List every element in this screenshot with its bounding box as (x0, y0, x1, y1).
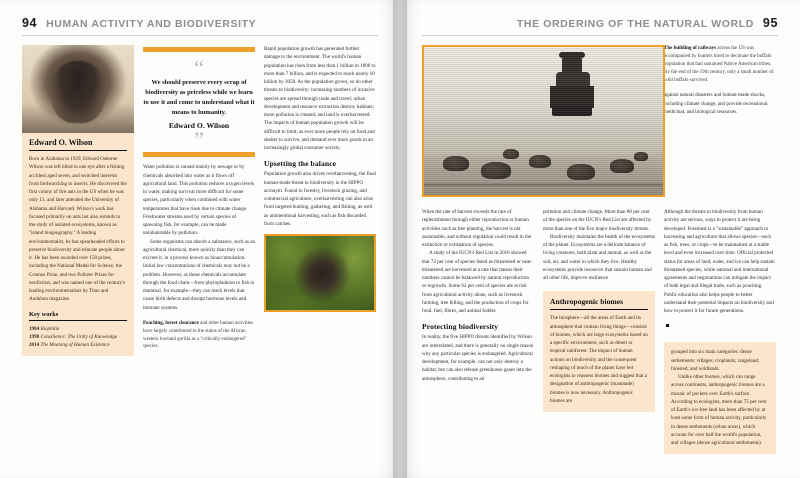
pull-quote (143, 45, 255, 157)
right-top-band (422, 45, 778, 202)
key-work-year: 2014 (29, 341, 40, 348)
subhead-protecting-biodiversity: Protecting biodiversity (422, 322, 499, 332)
right-col3-para-2-a: Although the threats to biodiversity from human activity are serious, ways to protect it are being developed. Foremost is a "sustainable" approach to harvesting and agriculture that allows species—such as fish, trees, or crops—to be maintained at a stable level and even increased over time. Official protected status for areas of land, water, and ice can help sustain threatened species, while national and international agreements and negotiations can mitigate the impact of both legal and illegal trade, such as poaching. Public education also helps people to better understand their potential impacts on biodiversity and how to protect it for future generations. (664, 209, 775, 314)
train-buffalo-photo (422, 45, 665, 197)
biography-text: Born in Alabama in 1929, Edward Osborne Wilson was left blind in one eye after a fishing accident aged seven, and switched interests from birdwatching to insects. He discovered the first colony of fire ants in the US when he was only 13, and later attended the University of Alabama and Harvard. Wilson's work has focused primarily on ants but also extends to the study of isolated ecosystems, known as "island biogeography." A leading environmentalist, he has spearheaded efforts to preserve biodiversity and educate people about it. He has been awarded over 150 prizes, including the National Medal for Science, the Cosmos Prize, and two Pulitzer Prizes for nonfiction, and was named one of the century's leading environmentalists by Time and Audubon magazine. (29, 156, 127, 303)
photo-halftone-grain (424, 47, 663, 195)
left-column-1 (22, 45, 134, 356)
right-column-1 (422, 208, 534, 454)
anthropogenic-biomes-sidebar-continued (664, 342, 776, 454)
biography-panel (22, 45, 134, 356)
right-col1-para-2: A study of the IUCN's Red List in 2016 showed that 72 per cent of species listed as threatened or near-threatened are harvested at a rate that means their numbers cannot be balanced by natural reproduction or regrowth. Some 62 per cent of species are at risk from agricultural activity alone, such as livestock farming, tree felling, and the production of crops for food, fuel, fibres, and animal fodder. (422, 250, 533, 314)
right-running-head (422, 16, 778, 36)
train-caption-rest: across the US was accompanied by hunters hired to decimate the buffalo population that had sustained Native American tribes. By the end of the 19th century, only a small number of wild buffalo survived. (664, 46, 774, 83)
left-col3-para-1: Rapid population growth has generated further damage to the environment. The world's human population has risen from less than 1 billion in 1800 to more than 7 billion, and is expected to reach nearly 10 billion by 2050. As the population grows, so do other threats to biodiversity: increasing numbers of invasive species are spread through trade and travel; urban development and resource extraction destroy habitats; more pollution is created; and land is overharvested. The impacts of human population growth will be difficult to limit, as ever more people rely on food and shelter to survive, and demand ever more goods in an increasingly global consumer society. (264, 46, 376, 151)
right-col1-para-3: In reality, the five HIPPO threats identified by Wilson are interrelated, and there is generally no single reason why any particular species is endangered. Agricultural development, for example, can not only destroy a habitat, but can also release greenhouse gases into the atmosphere, contributing to air (422, 334, 534, 382)
anthropogenic-biomes-sidebar (543, 291, 655, 412)
wilson-portrait-photo (22, 45, 134, 133)
train-photo-wrap (422, 45, 655, 202)
key-work-title: The Meaning of Human Existence (40, 341, 110, 348)
left-columns (22, 45, 378, 356)
left-col2-para-2: Some organisms can absorb a substance, such as an agricultural chemical, more quickly than they can excrete it, in a process known as bioaccumulation. Initial low concentrations of chemicals may not be a problem. However, as those chemicals accumulate through the food chain—from phytoplankton to fish to mammal, for example—they can reach levels that cause birth defects and disrupt hormone levels and immune systems. (143, 238, 256, 311)
right-col1-para-1: When the rate of harvest exceeds the rate of replenishment through either reproduction or human activities such as tree planting, the harvest is not sustainable, and without regulation could result in the extinction or extirpation of species. (422, 209, 532, 248)
left-folio: 94 (22, 16, 38, 30)
right-columns (422, 208, 778, 454)
anthropogenic-title: Anthropogenic biomes (550, 297, 648, 310)
quote-close-icon: ” (194, 126, 204, 152)
list-item (29, 341, 127, 349)
left-running-head (22, 16, 378, 36)
right-caption-column (664, 45, 776, 202)
list-item (29, 325, 127, 333)
right-folio: 95 (762, 16, 778, 30)
key-work-title: Consilience: The Unity of Knowledge (40, 333, 118, 340)
right-column-2 (543, 208, 655, 454)
anthropogenic-para-2: grouped into six main categories: dense settlements; villages; croplands; rangeland; forested; and wildlands. (671, 349, 760, 372)
right-page (400, 0, 800, 478)
right-col2-para-1: pollution and climate change. More than 80 per cent of the species on the IUCN's Red List are affected by more than one of the five major biodiversity threats. (543, 209, 652, 232)
left-col3-para-2: Population growth also drives overharvesting, the final human-made threat to biodiversity in the HIPPO acronym. Found in forestry, livestock grazing, and commercial agriculture, overharvesting can also arise from targeted hunting, gathering, and fishing, as well as unintentional harvesting, such as fish discarded from catches. (264, 171, 376, 227)
left-column-2 (143, 45, 255, 356)
key-works-list (29, 325, 127, 349)
left-running-title: HUMAN ACTIVITY AND BIODIVERSITY (46, 18, 257, 30)
right-col2-para-2: Biodiversity maintains the health of the ecosystems of the planet. Ecosystems are a delicate balance of living creatures, both plant and animal, as well as the soil, air, and water in which they live. Healthy ecosystems provide resources that sustain human and all other life, improve resilience (543, 233, 655, 281)
anthropogenic-para-1: The biosphere—all the areas of Earth and its atmosphere that contain living things—consists of biomes, which are large ecosystems based on a specific environment, such as desert or tropical rainforest. The impact of human actions on biodiversity and the consequent reshaping of much of the planet have led ecologists to reassess biomes and suggest that a designation of anthropogenic (manmade) biomes is now necessary. Anthropogenic biomes are (550, 315, 648, 404)
right-column-3 (664, 208, 776, 454)
biography-name: Edward O. Wilson (29, 138, 127, 151)
train-caption-lead: The building of railways (664, 46, 717, 51)
left-column-3 (264, 45, 376, 356)
right-col3-para-1: against natural disasters and human-made shocks, including climate change, and provide recreational, medicinal, and biological resources. (664, 92, 769, 115)
left-col2-para-1: Water pollution is caused mainly by sewage or by chemicals absorbed into water as it flows off agricultural land. This pollution reduces oxygen levels in water, making survival more difficult for some species, particularly when combined with water temperatures that have risen due to climate change. Freshwater streams used by certain species of spawning fish, for example, can be made uninhabitable by pollution. (143, 164, 254, 237)
end-mark-icon (666, 324, 669, 327)
subhead-upsetting-the-balance: Upsetting the balance (264, 159, 337, 169)
quote-bottom-rule (143, 152, 255, 157)
train-caption (664, 45, 776, 84)
quote-text: We should preserve every scrap of biodiversity as priceless while we learn to use it and come to understand what it means to humanity. (143, 79, 255, 117)
key-work-title: Biophilia (40, 325, 60, 332)
gorilla-photo (264, 234, 376, 312)
right-running-title: THE ORDERING OF THE NATURAL WORLD (516, 18, 754, 30)
quote-open-icon: “ (194, 55, 204, 80)
anthropogenic-para-3: Unlike other biomes, which can range across continents, anthropogenic biomes are a mosaic of pockets over Earth's surface. According to ecologists, more than 75 per cent of Earth's ice-free land has been affected by at least some form of human activity, particularly in dense settlements (urban areas), which account for over half the world's population, and villages (dense agricultural settlements). (671, 374, 767, 446)
key-work-year: 1984 (29, 325, 40, 332)
quote-top-rule (143, 47, 255, 52)
quote-attribution: Edward O. Wilson (168, 120, 230, 130)
list-item (29, 333, 127, 341)
gorilla-caption-lead: Poaching, forest clearance (143, 320, 199, 326)
key-work-year: 1998 (29, 333, 40, 340)
key-works-heading: Key works (29, 311, 127, 322)
gorilla-caption (143, 320, 255, 352)
gorilla-caption-rest: and other human activities have largely contributed to the status of the African western lowland gorilla as a "critically endangered" species. (143, 320, 254, 350)
